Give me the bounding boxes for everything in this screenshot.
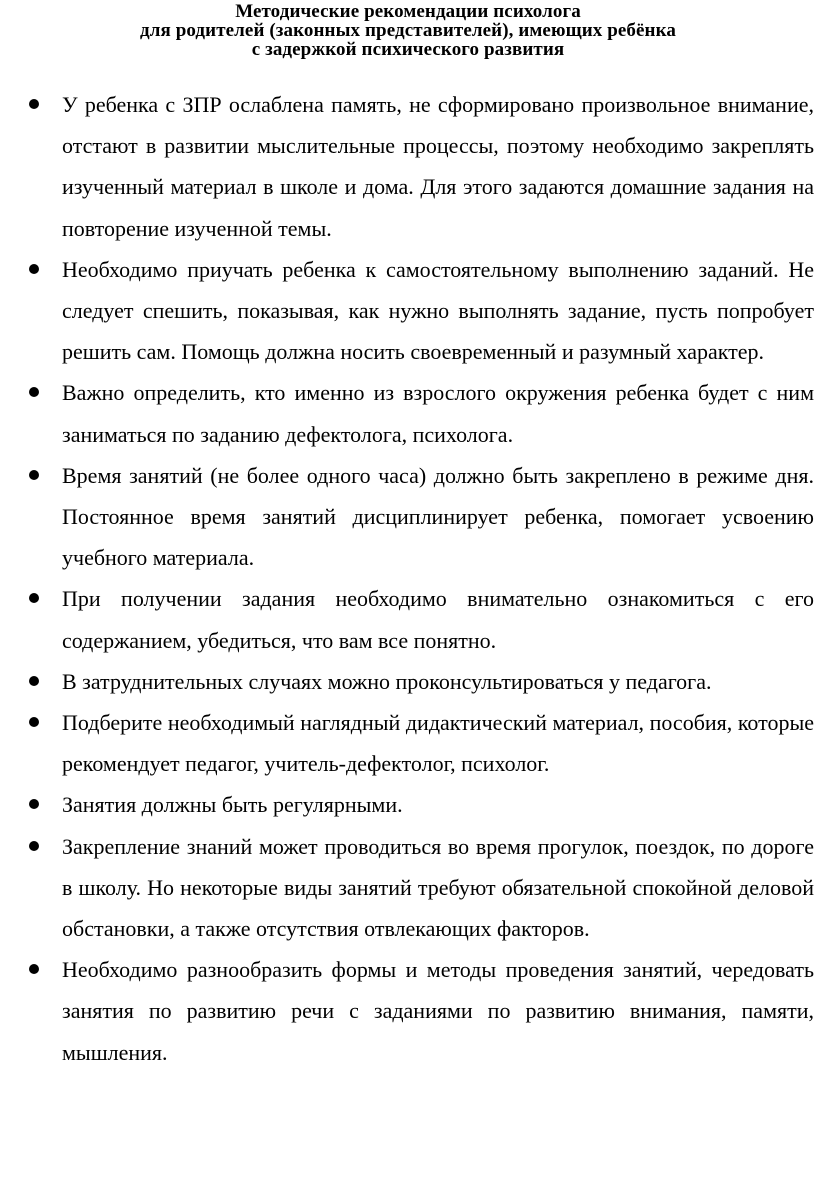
title-line-2: для родителей (законных представителей), имеющих ребёнка <box>140 20 676 41</box>
bullet-icon <box>29 99 39 109</box>
bullet-icon <box>29 470 39 480</box>
title-line-3: с задержкой психического развития <box>251 39 565 60</box>
bullet-icon <box>29 264 39 274</box>
bullet-icon <box>29 799 39 809</box>
list-item <box>0 661 814 702</box>
list-item <box>0 249 814 373</box>
bullet-icon <box>29 841 39 851</box>
list-item-text: Время занятий (не более одного часа) должно быть закреплено в режиме дня. Постоянное время занятий дисциплинирует ребенка, помогает усвоению учебного материала. <box>62 462 814 571</box>
list-item-text: Необходимо разнообразить формы и методы проведения занятий, чередовать занятия по развитию речи с заданиями по развитию внимания, памяти, мышления. <box>62 957 814 1065</box>
list-item <box>0 455 814 579</box>
list-item <box>0 826 814 950</box>
list-item-text: В затруднительных случаях можно проконсультироваться у педагога. <box>62 668 712 694</box>
bullet-icon <box>29 593 39 603</box>
bullet-icon <box>29 387 39 397</box>
document-title <box>0 2 816 59</box>
bullet-icon <box>29 676 39 686</box>
list-item-text: У ребенка с ЗПР ослаблена память, не сформировано произвольное внимание, отстают в развитии мыслительные процессы, поэтому необходимо закреплять изученный материал в школе и дома. Для этого задаются домашние задания на повторение изученной темы. <box>62 92 814 241</box>
list-item-text: Закрепление знаний может проводиться во время прогулок, поездок, по дороге в школу. Но некоторые виды занятий требуют обязательной спокойной деловой обстановки, а также отсутствия отвлекающих факторов. <box>62 833 814 942</box>
list-item <box>0 702 814 784</box>
list-item <box>0 372 814 454</box>
list-item-text: Необходимо приучать ребенка к самостоятельному выполнению заданий. Не следует спешить, показывая, как нужно выполнять задание, пусть попробует решить сам. Помощь должна носить своевременный и разумный характер. <box>62 256 814 365</box>
bullet-icon <box>29 964 39 974</box>
list-item-text: При получении задания необходимо внимательно ознакомиться с его содержанием, убедиться, что вам все понятно. <box>62 586 814 653</box>
list-item <box>0 578 814 660</box>
recommendations-list <box>0 84 816 1073</box>
list-item <box>0 784 814 825</box>
list-item-text: Важно определить, кто именно из взрослого окружения ребенка будет с ним заниматься по заданию дефектолога, психолога. <box>62 380 814 447</box>
list-item <box>0 949 814 1073</box>
bullet-icon <box>29 717 39 727</box>
title-line-1: Методические рекомендации психолога <box>235 1 581 22</box>
list-item <box>0 84 814 249</box>
list-item-text: Занятия должны быть регулярными. <box>62 792 403 818</box>
list-item-text: Подберите необходимый наглядный дидактический материал, пособия, которые рекомендует педагог, учитель-дефектолог, психолог. <box>62 710 814 777</box>
